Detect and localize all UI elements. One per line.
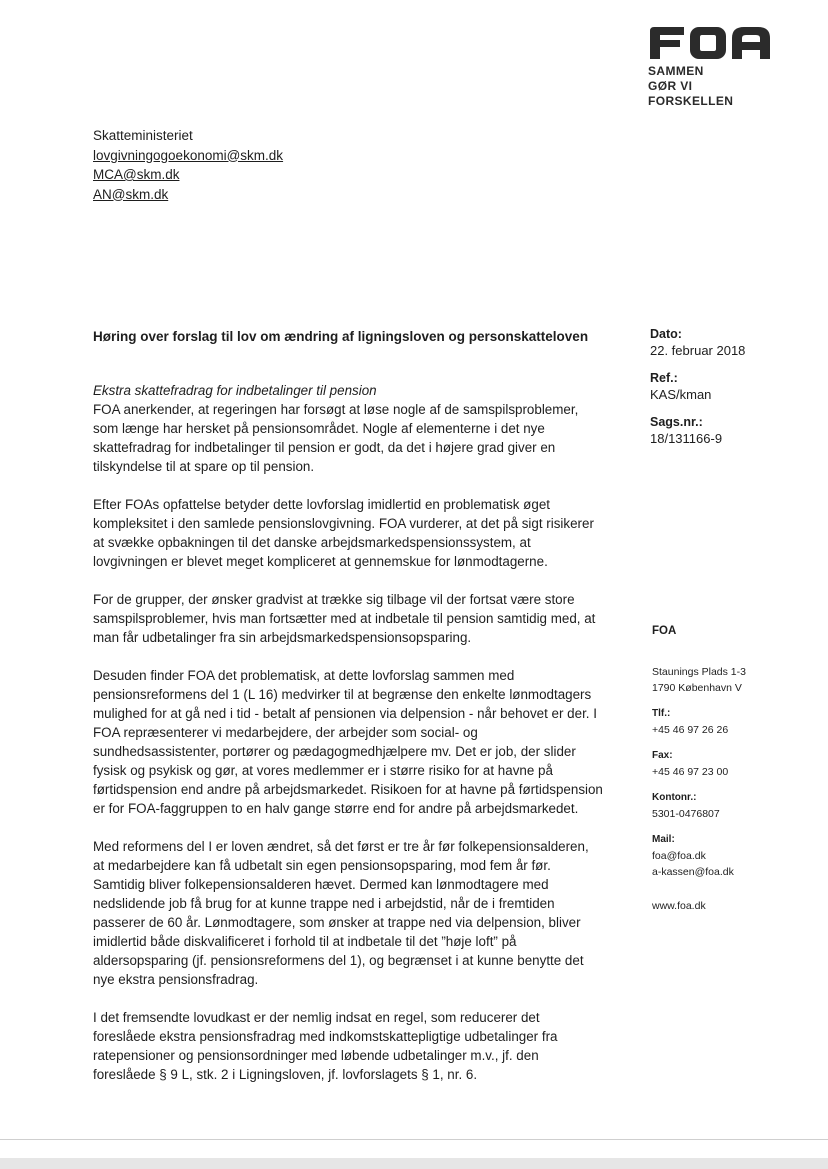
date-value: 22. februar 2018 <box>650 343 746 358</box>
tagline-line-2: GØR VI FORSKELLEN <box>648 79 734 108</box>
mail-link[interactable]: a-kassen@foa.dk <box>652 866 734 878</box>
account-value: 5301-0476807 <box>652 808 720 820</box>
meta-block <box>650 326 820 458</box>
contact-block <box>652 623 822 914</box>
mail-link[interactable]: foa@foa.dk <box>652 850 706 862</box>
contact-address-line: 1790 København V <box>652 682 742 694</box>
letter-body <box>93 381 603 1103</box>
page-bottom-divider <box>0 1139 828 1140</box>
case-number-label: Sags.nr.: <box>650 415 703 429</box>
recipient-block <box>93 126 283 204</box>
body-paragraph: Med reformens del I er loven ændret, så det først er tre år før folkepensionsalderen, at medarbejdere kan få udbetalt sin egen pensionsopsparing, mod fem år før. Samtidig bliver folkepensionsalderen hævet. Dermed kan lønmodtagere med nedslidende job få brug for at kunne trappe ned i arbejdstid, når de i fremtiden passerer de 60 år. Lønmodtagere, som ønsker at trappe ned via delpension, bliver imidlertid både diskvalificeret i forhold til at indbetale til det ”høje loft” på aldersopsparing (jf. pensionsreformens del 1), og begrænset i at kunne benytte det nye ekstra pensionsfradrag. <box>93 839 589 987</box>
body-paragraph: Efter FOAs opfattelse betyder dette lovforslag imidlertid en problematisk øget kompleksitet i den samlede pensionslovgivning. FOA vurderer, at det på sigt risikerer at svække opbakningen til det danske arbejdsmarkedspensionssystem, at lovgivningen er blevet meget kompliceret at gennemskue for lønmodtagerne. <box>93 497 594 569</box>
tagline <box>648 64 774 109</box>
recipient-email-link[interactable]: MCA@skm.dk <box>93 167 180 182</box>
recipient-name: Skatteministeriet <box>93 128 193 143</box>
phone-label: Tlf.: <box>652 708 671 719</box>
foa-logo <box>648 26 774 109</box>
account-label: Kontonr.: <box>652 792 697 803</box>
mail-label: Mail: <box>652 834 675 845</box>
ref-value: KAS/kman <box>650 387 712 402</box>
tagline-line-1: SAMMEN <box>648 64 704 78</box>
page-bottom-margin <box>0 1158 828 1169</box>
recipient-email-link[interactable]: lovgivningogoekonomi@skm.dk <box>93 147 284 163</box>
body-paragraph <box>93 381 603 476</box>
case-number-value: 18/131166-9 <box>650 431 723 446</box>
body-paragraph: Desuden finder FOA det problematisk, at dette lovforslag sammen med pensionsreformens del 1 (L 16) medvirker til at begrænse den enkelte lønmodtagers mulighed for at gå ned i tid - betalt af pensionen via delpension - når behovet er der. I FOA repræsenterer vi medarbejdere, der arbejder som social- og sundhedsassistenter, portører og pædagogmedhjælpere mv. Det er job, der slider fysisk og psykisk og gør, at vores medlemmer er i større risiko for at havne på førtidspension end andre på arbejdsmarkedet. Risikoen for at havne på førtidspension er for FOA-faggruppen to en halv gange større end for andre på arbejdsmarkedet. <box>93 668 603 816</box>
fax-label: Fax: <box>652 750 673 761</box>
foa-logo-mark <box>648 26 772 60</box>
date-label: Dato: <box>650 327 682 341</box>
letter-subject: Høring over forslag til lov om ændring af ligningsloven og personskatteloven <box>93 329 589 344</box>
body-paragraph: I det fremsendte lovudkast er der nemlig indsat en regel, som reducerer det foreslåede ekstra pensionsfradrag med indkomstskattepligtige udbetalinger fra ratepensioner og pensionsordninger med løbende udbetalinger m.v., jf. den foreslåede § 9 L, stk. 2 i Ligningsloven, jf. lovforslagets § 1, nr. 6. <box>93 1010 558 1082</box>
ref-label: Ref.: <box>650 371 678 385</box>
contact-address-line: Staunings Plads 1-3 <box>652 666 746 678</box>
phone-value: +45 46 97 26 26 <box>652 724 729 736</box>
body-paragraph-text: FOA anerkender, at regeringen har forsøgt at løse nogle af de samspilsproblemer, som længe har hersket på pensionsområdet. Nogle af elementerne i det nye skattefradrag for indbetalinger til pension er godt, da det i højere grad giver en tilskyndelse til at spare op til pension. <box>93 402 579 474</box>
body-paragraph: For de grupper, der ønsker gradvist at trække sig tilbage vil der fortsat være store samspilsproblemer, hvis man fortsætter med at indbetale til pension samtidig med, at man får udbetalinger fra sin arbejdsmarkedspensionsopsparing. <box>93 592 596 645</box>
section-subheading: Ekstra skattefradrag for indbetalinger til pension <box>93 383 377 398</box>
website-link[interactable]: www.foa.dk <box>652 900 706 912</box>
recipient-email-link[interactable]: AN@skm.dk <box>93 186 169 202</box>
fax-value: +45 46 97 23 00 <box>652 766 729 778</box>
contact-org: FOA <box>652 625 677 637</box>
